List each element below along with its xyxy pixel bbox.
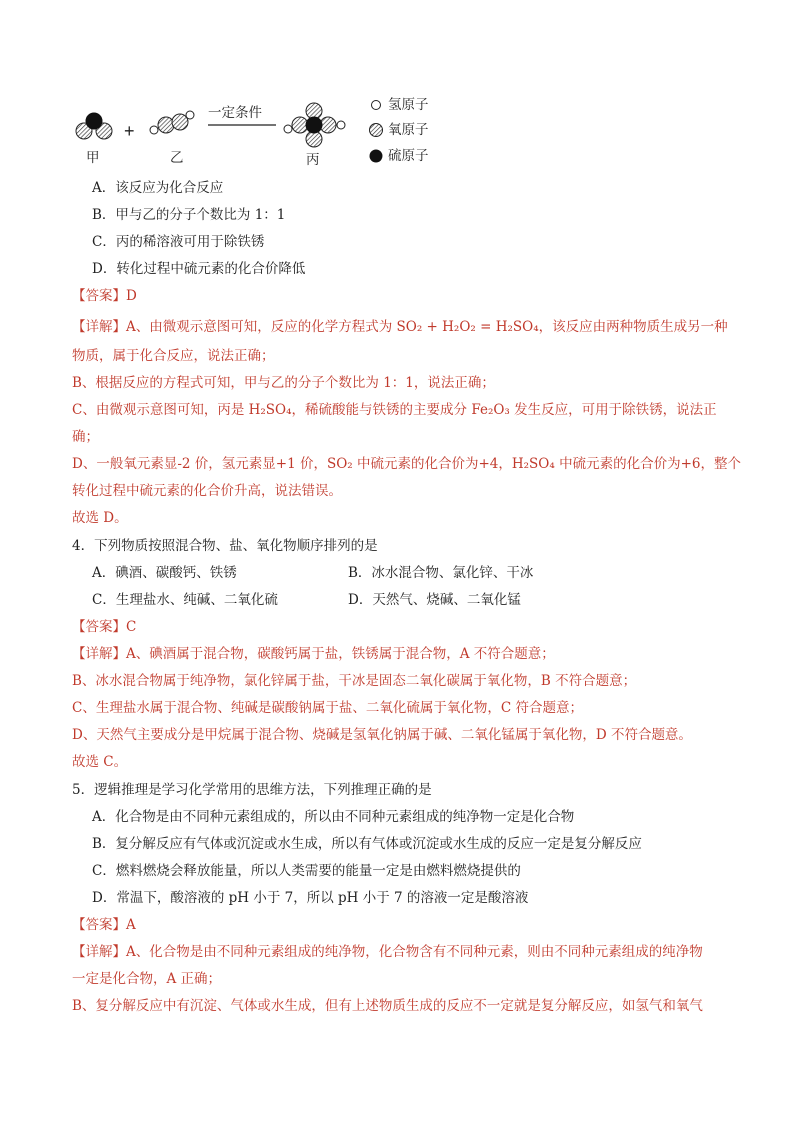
q4-option-c: C．生理盐水、纯碱、二氧化硫 bbox=[92, 592, 278, 608]
q3-detail-line: 转化过程中硫元素的化合价升高，说法错误。 bbox=[72, 483, 342, 499]
sulfur-atom-icon bbox=[370, 150, 383, 163]
q4-detail-line: B、冰水混合物属于纯净物，氯化锌属于盐，干冰是固态二氧化碳属于氧化物，B 不符合题意； bbox=[72, 673, 637, 689]
q4-detail-line: D、天然气主要成分是甲烷属于混合物、烧碱是氢氧化钠属于碱、二氧化锰属于氧化物，D 不符合题意。 bbox=[72, 727, 692, 743]
q3-option-c: C．丙的稀溶液可用于除铁锈 bbox=[92, 234, 265, 250]
q5-detail-line: 【详解】A、化合物是由不同种元素组成的纯净物，化合物含有不同种元素，则由不同种元素组成的纯净物 bbox=[72, 944, 703, 960]
answer-tag: 【答案】 bbox=[72, 619, 126, 635]
oxygen-atom-icon bbox=[370, 124, 383, 137]
q5-option-d: D．常温下，酸溶液的 pH 小于 7，所以 pH 小于 7 的溶液一定是酸溶液 bbox=[92, 890, 529, 906]
label-yi: 乙 bbox=[170, 150, 184, 166]
molecule-jia bbox=[76, 113, 112, 139]
detail-tag: 【详解】 bbox=[72, 319, 126, 335]
q4-detail-line: 【详解】A、碘酒属于混合物，碳酸钙属于盐，铁锈属于混合物，A 不符合题意； bbox=[72, 646, 555, 662]
answer-value: D bbox=[126, 288, 137, 304]
q5-detail-line: B、复分解反应中有沉淀、气体或水生成，但有上述物质生成的反应不一定就是复分解反应，如氢气和氧气 bbox=[72, 998, 703, 1014]
q4-detail-line: C、生理盐水属于混合物、纯碱是碳酸钠属于盐、二氧化硫属于氧化物，C 符合题意； bbox=[72, 700, 583, 716]
q4-detail-line: 故选 C。 bbox=[72, 754, 128, 770]
q3-option-b: B．甲与乙的分子个数比为 1：1 bbox=[92, 207, 286, 223]
reaction-diagram bbox=[70, 93, 450, 173]
q4-stem: 4．下列物质按照混合物、盐、氧化物顺序排列的是 bbox=[72, 538, 378, 554]
q3-detail-line: 确； bbox=[72, 429, 99, 445]
q4-option-d: D．天然气、烧碱、二氧化锰 bbox=[348, 592, 521, 608]
molecule-bing bbox=[284, 103, 345, 147]
q3-option-a: A．该反应为化合反应 bbox=[92, 180, 224, 196]
answer-value: A bbox=[126, 917, 136, 933]
q3-option-d: D．转化过程中硫元素的化合价降低 bbox=[92, 261, 306, 277]
q5-option-c: C．燃料燃烧会释放能量，所以人类需要的能量一定是由燃料燃烧提供的 bbox=[92, 863, 521, 879]
answer-tag: 【答案】 bbox=[72, 288, 126, 304]
label-bing: 丙 bbox=[306, 152, 320, 168]
q5-detail-line: 一定是化合物，A 正确； bbox=[72, 971, 222, 987]
legend-oxygen: 氧原子 bbox=[388, 122, 429, 138]
label-jia: 甲 bbox=[86, 150, 100, 166]
hydrogen-atom-icon bbox=[372, 101, 381, 110]
detail-tag: 【详解】 bbox=[72, 646, 126, 662]
q5-option-b: B．复分解反应有气体或沉淀或水生成，所以有气体或沉淀或水生成的反应一定是复分解反应 bbox=[92, 836, 642, 852]
molecule-yi bbox=[150, 111, 194, 134]
q5-answer bbox=[72, 916, 794, 934]
q3-detail-line: B、根据反应的方程式可知，甲与乙的分子个数比为 1：1，说法正确； bbox=[72, 375, 495, 391]
q4-answer bbox=[72, 618, 794, 636]
q3-detail-line: 物质，属于化合反应，说法正确； bbox=[72, 348, 275, 364]
q3-detail-line: 故选 D。 bbox=[72, 510, 128, 526]
reaction-condition: 一定条件 bbox=[208, 105, 262, 121]
q4-option-a: A．碘酒、碳酸钙、铁锈 bbox=[92, 565, 237, 581]
q3-detail-line: D、一般氧元素显-2 价，氢元素显+1 价，SO₂ 中硫元素的化合价为+4，H₂SO₄ 中硫元素的化合价为+6，整个 bbox=[72, 456, 741, 472]
q3-answer bbox=[72, 287, 794, 305]
q3-detail-line: C、由微观示意图可知，丙是 H₂SO₄，稀硫酸能与铁锈的主要成分 Fe₂O₃ 发生反应，可用于除铁锈，说法正 bbox=[72, 402, 717, 418]
detail-tag: 【详解】 bbox=[72, 944, 126, 960]
q4-option-b: B．冰水混合物、氯化锌、干冰 bbox=[348, 565, 534, 581]
q3-detail-line: 【详解】A、由微观示意图可知，反应的化学方程式为 SO₂ + H₂O₂ = H₂SO₄，该反应由两种物质生成另一种 bbox=[72, 319, 728, 335]
plus-sign: + bbox=[124, 121, 135, 141]
answer-tag: 【答案】 bbox=[72, 917, 126, 933]
answer-value: C bbox=[126, 619, 137, 635]
legend-hydrogen: 氢原子 bbox=[388, 97, 429, 113]
legend-sulfur: 硫原子 bbox=[388, 148, 429, 164]
q5-option-a: A．化合物是由不同种元素组成的，所以由不同种元素组成的纯净物一定是化合物 bbox=[92, 809, 575, 825]
q5-stem: 5．逻辑推理是学习化学常用的思维方法，下列推理正确的是 bbox=[72, 782, 432, 798]
